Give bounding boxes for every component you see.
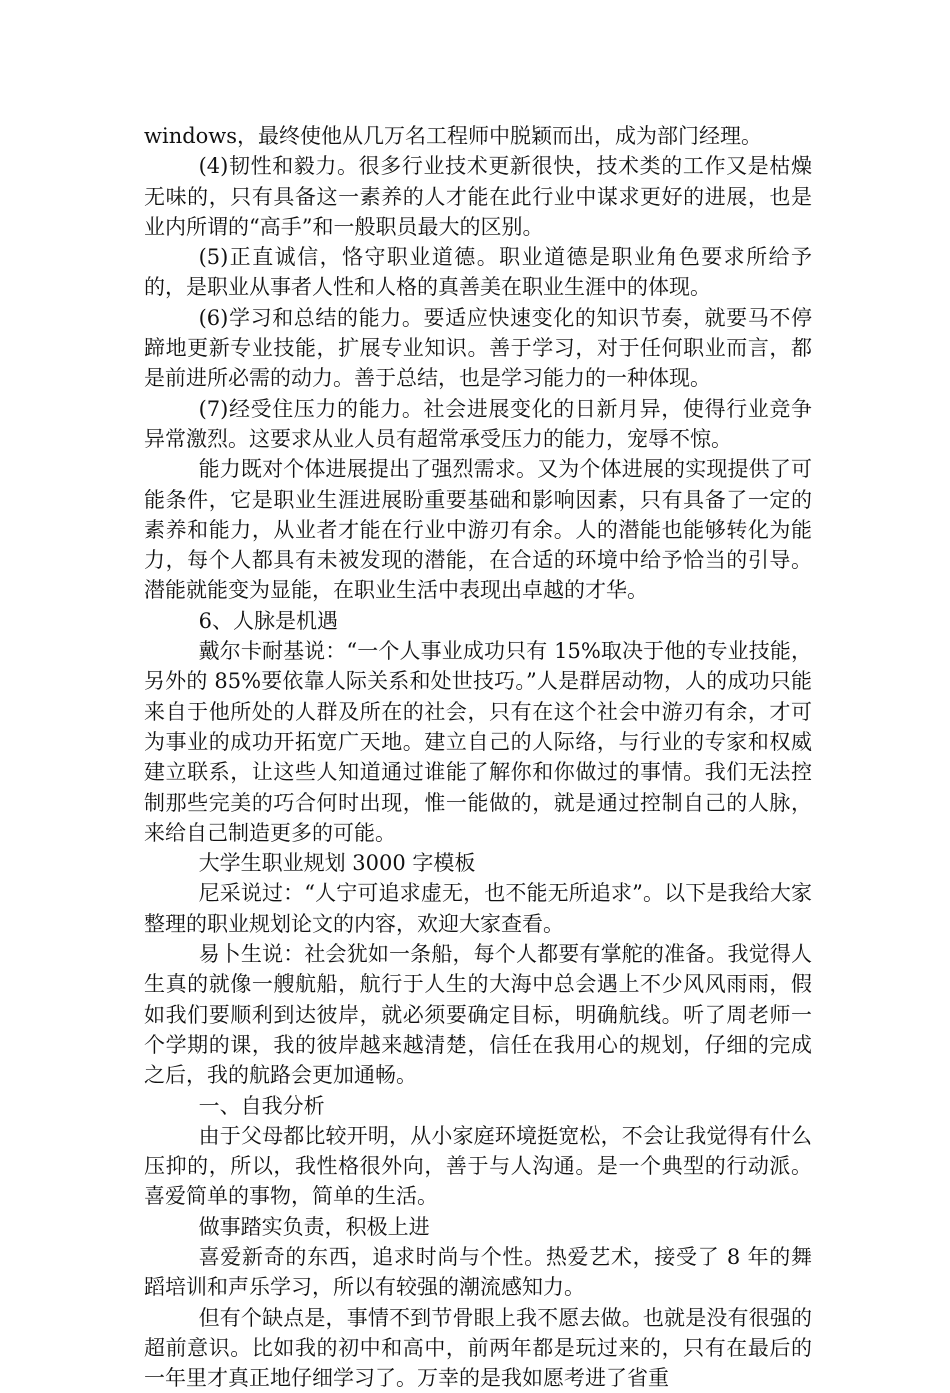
- paragraph-windows-continuation: windows，最终使他从几万名工程师中脱颖而出，成为部门经理。: [144, 124, 763, 148]
- paragraph-nietzsche: 尼采说过：“人宁可追求虚无，也不能无所追求”。以下是我给大家整理的职业规划论文的内容，欢迎大家查看。: [144, 881, 812, 936]
- paragraph-ibsen: 易卜生说：社会犹如一条船，每个人都要有掌舵的准备。我觉得人生真的就像一艘航船，航行于人生的大海中总会遇上不少风风雨雨，假如我们要顺利到达彼岸，就必须要确定目标，明确航线。听了周老师一个学期的课，我的彼岸越来越清楚，信任在我用心的规划，仔细的完成之后，我的航路会更加通畅。: [144, 942, 812, 1088]
- paragraph-carnegie: 戴尔卡耐基说：“一个人事业成功只有 15%取决于他的专业技能，另外的 85%要依靠人际关系和处世技巧。”人是群居动物，人的成功只能来自于他所处的人群及所在的社会，只有在这个社会中游刃有余，才可为事业的成功开拓宽广天地。建立自己的人际络，与行业的专家和权威建立联系，让这些人知道通过谁能了解你和你做过的事情。我们无法控制那些完美的巧合何时出现，惟一能做的，就是通过控制自己的人脉，来给自己制造更多的可能。: [144, 639, 812, 845]
- paragraph-hobbies: 喜爱新奇的东西，追求时尚与个性。热爱艺术，接受了 8 年的舞蹈培训和声乐学习，所以有较强的潮流感知力。: [144, 1244, 812, 1300]
- document-body: [144, 121, 812, 1393]
- paragraph-learning: (6)学习和总结的能力。要适应快速变化的知识节奏，就要马不停蹄地更新专业技能，扩展专业知识。善于学习，对于任何职业而言，都是前进所必需的动力。善于总结，也是学习能力的一种体现。: [144, 305, 812, 391]
- section-heading-network: 6、人脉是机遇: [198, 608, 338, 633]
- document-subtitle: 大学生职业规划 3000 字模板: [198, 851, 476, 876]
- paragraph-family: 由于父母都比较开明，从小家庭环境挺宽松，不会让我觉得有什么压抑的，所以，我性格很外向，善于与人沟通。是一个典型的行动派。喜爱简单的事物，简单的生活。: [144, 1123, 812, 1209]
- paragraph-pressure: (7)经受住压力的能力。社会进展变化的日新月异，使得行业竞争异常激烈。这要求从业人员有超常承受压力的能力，宠辱不惊。: [144, 396, 812, 451]
- paragraph-ability-summary: 能力既对个体进展提出了强烈需求。又为个体进展的实现提供了可能条件，它是职业生涯进展盼重要基础和影响因素，只有具备了一定的素养和能力，从业者才能在行业中游刃有余。人的潜能也能够转化为能力，每个人都具有未被发现的潜能，在合适的环境中给予恰当的引导。潜能就能变为显能，在职业生活中表现出卓越的才华。: [144, 457, 812, 603]
- paragraph-resilience: (4)韧性和毅力。很多行业技术更新很快，技术类的工作又是枯燥无味的，只有具备这一素养的人才能在此行业中谋求更好的进展，也是业内所谓的“高手”和一般职员最大的区别。: [144, 154, 812, 239]
- paragraph-weakness: 但有个缺点是，事情不到节骨眼上我不愿去做。也就是没有很强的超前意识。比如我的初中和高中，前两年都是玩过来的，只有在最后的一年里才真正地仔细学习了。万幸的是我如愿考进了省重: [144, 1305, 812, 1391]
- section-heading-self-analysis: 一、自我分析: [198, 1093, 325, 1118]
- paragraph-integrity: (5)正直诚信，恪守职业道德。职业道德是职业角色要求所给予的，是职业从事者人性和人格的真善美在职业生涯中的体现。: [144, 245, 812, 300]
- paragraph-traits: 做事踏实负责，积极上进: [198, 1214, 430, 1239]
